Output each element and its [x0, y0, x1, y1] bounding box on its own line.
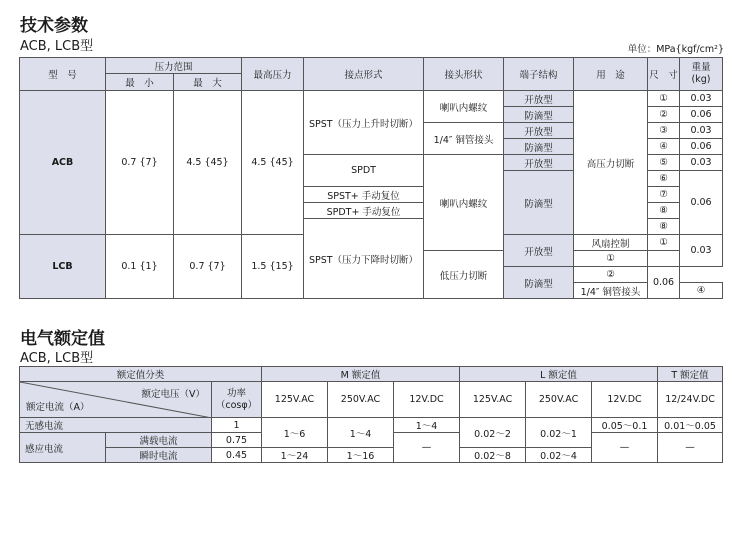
m-125vac-resistive: 1～6: [262, 418, 328, 448]
header-pressure-range: 压力范围: [106, 58, 242, 74]
m-250vac-inrush: 1～16: [328, 448, 394, 463]
row-inrush: 瞬时电流: [106, 448, 212, 463]
header-m-250vac: 250V.AC: [328, 382, 394, 418]
header-m-12vdc: 12V.DC: [394, 382, 460, 418]
joint-copper: 1/4″ 铜管接头: [424, 123, 504, 155]
size-cell: ⑦: [648, 187, 680, 203]
header-t-rating: T 额定值: [658, 367, 723, 382]
header-l-250vac: 250V.AC: [526, 382, 592, 418]
usage-low: 低压力切断: [424, 251, 504, 299]
model-lcb: LCB: [20, 235, 106, 299]
terminal-drip: 防滴型: [504, 171, 574, 235]
header-max-pressure: 最高压力: [242, 58, 304, 91]
terminal-drip: 防滴型: [504, 267, 574, 299]
pf-resistive: 1: [212, 418, 262, 433]
size-cell: ①: [574, 251, 648, 267]
joint-flare: 喇叭内螺纹: [424, 155, 504, 251]
l-250vac-resistive: 0.02～1: [526, 418, 592, 448]
t-1224vdc-inductive: —: [658, 433, 723, 463]
m-250vac-resistive: 1～4: [328, 418, 394, 448]
size-cell: ⑥: [648, 171, 680, 187]
header-size: 尺 寸: [648, 58, 680, 91]
contact-spdt-reset: SPDT+ 手动复位: [304, 203, 424, 219]
row-resistive: 无感电流: [20, 418, 212, 433]
weight-cell: 0.03: [680, 155, 723, 171]
header-terminal: 端子结构: [504, 58, 574, 91]
weight-cell: 0.03: [680, 123, 723, 139]
acb-min: 0.7 {7}: [106, 91, 174, 235]
header-l-rating: L 额定值: [460, 367, 658, 382]
size-cell: ⑧: [648, 219, 680, 235]
size-cell: ②: [648, 107, 680, 123]
terminal-open: 开放型: [504, 155, 574, 171]
header-joint-shape: 接头形状: [424, 58, 504, 91]
row-inductive: 感应电流: [20, 433, 106, 463]
unit-label: 单位：MPa{kgf/cm²}: [627, 44, 724, 55]
weight-cell: 0.06: [680, 139, 723, 155]
weight-cell: 0.06: [648, 267, 680, 299]
model-acb: ACB: [20, 91, 106, 235]
lcb-min: 0.1 {1}: [106, 235, 174, 299]
header-max: 最 大: [174, 74, 242, 91]
header-power-factor: 功率 （cosφ）: [212, 382, 262, 418]
size-cell: ③: [648, 123, 680, 139]
section1-title: 技术参数: [20, 16, 88, 36]
section2-subtitle: ACB, LCB型: [20, 351, 94, 366]
t-1224vdc-resistive: 0.01～0.05: [658, 418, 723, 433]
header-l-125vac: 125V.AC: [460, 382, 526, 418]
header-m-125vac: 125V.AC: [262, 382, 328, 418]
size-cell: ④: [648, 139, 680, 155]
contact-spst-up: SPST（压力上升时切断）: [304, 91, 424, 155]
header-contact-form: 接点形式: [304, 58, 424, 91]
weight-cell: 0.03: [680, 91, 723, 107]
size-cell: ⑧: [648, 203, 680, 219]
pf-inrush: 0.45: [212, 448, 262, 463]
weight-cell: 0.03: [680, 235, 723, 267]
m-12vdc-inductive: —: [394, 433, 460, 463]
l-12vdc-inductive: —: [592, 433, 658, 463]
terminal-drip: 防滴型: [504, 139, 574, 155]
header-current: 额定电流（A）: [26, 402, 90, 413]
header-t-1224vdc: 12/24V.DC: [658, 382, 723, 418]
usage-high: 高压力切断: [574, 91, 648, 235]
size-cell: ②: [574, 267, 648, 283]
weight-cell: 0.06: [680, 171, 723, 235]
usage-fan: 风扇控制: [574, 235, 648, 251]
size-cell: ①: [648, 235, 680, 251]
size-cell: ⑤: [648, 155, 680, 171]
header-m-rating: M 额定值: [262, 367, 460, 382]
header-voltage: 额定电压（V）: [141, 389, 205, 400]
lcb-max-pressure: 1.5 {15}: [242, 235, 304, 299]
size-cell: ①: [648, 91, 680, 107]
joint-flare: 喇叭内螺纹: [424, 91, 504, 123]
terminal-open: 开放型: [504, 91, 574, 107]
l-125vac-resistive: 0.02～2: [460, 418, 526, 448]
weight-cell: 0.06: [680, 107, 723, 123]
acb-max-pressure: 4.5 {45}: [242, 91, 304, 235]
contact-spdt: SPDT: [304, 155, 424, 187]
size-cell: ④: [680, 283, 723, 299]
terminal-open: 开放型: [504, 235, 574, 267]
header-l-12vdc: 12V.DC: [592, 382, 658, 418]
acb-max: 4.5 {45}: [174, 91, 242, 235]
l-12vdc-resistive: 0.05～0.1: [592, 418, 658, 433]
joint-copper: 1/4″ 铜管接头: [574, 283, 648, 299]
m-12vdc-resistive: 1～4: [394, 418, 460, 433]
contact-spst-down: SPST（压力下降时切断）: [304, 219, 424, 299]
l-125vac-inrush: 0.02～8: [460, 448, 526, 463]
l-250vac-inrush: 0.02～4: [526, 448, 592, 463]
m-125vac-inrush: 1～24: [262, 448, 328, 463]
rating-table: [19, 366, 723, 463]
pf-full-load: 0.75: [212, 433, 262, 448]
spec-table: [19, 57, 723, 299]
header-model: 型 号: [20, 58, 106, 91]
header-diagonal-cell: [20, 382, 212, 418]
terminal-open: 开放型: [504, 123, 574, 139]
section2-title: 电气额定值: [20, 329, 105, 349]
section1-subtitle: ACB, LCB型: [20, 39, 94, 54]
header-weight: 重量 (kg): [680, 58, 723, 91]
header-usage: 用 途: [574, 58, 648, 91]
header-min: 最 小: [106, 74, 174, 91]
terminal-drip: 防滴型: [504, 107, 574, 123]
contact-spst-reset: SPST+ 手动复位: [304, 187, 424, 203]
header-category: 额定值分类: [20, 367, 262, 382]
row-full-load: 满载电流: [106, 433, 212, 448]
lcb-max: 0.7 {7}: [174, 235, 242, 299]
